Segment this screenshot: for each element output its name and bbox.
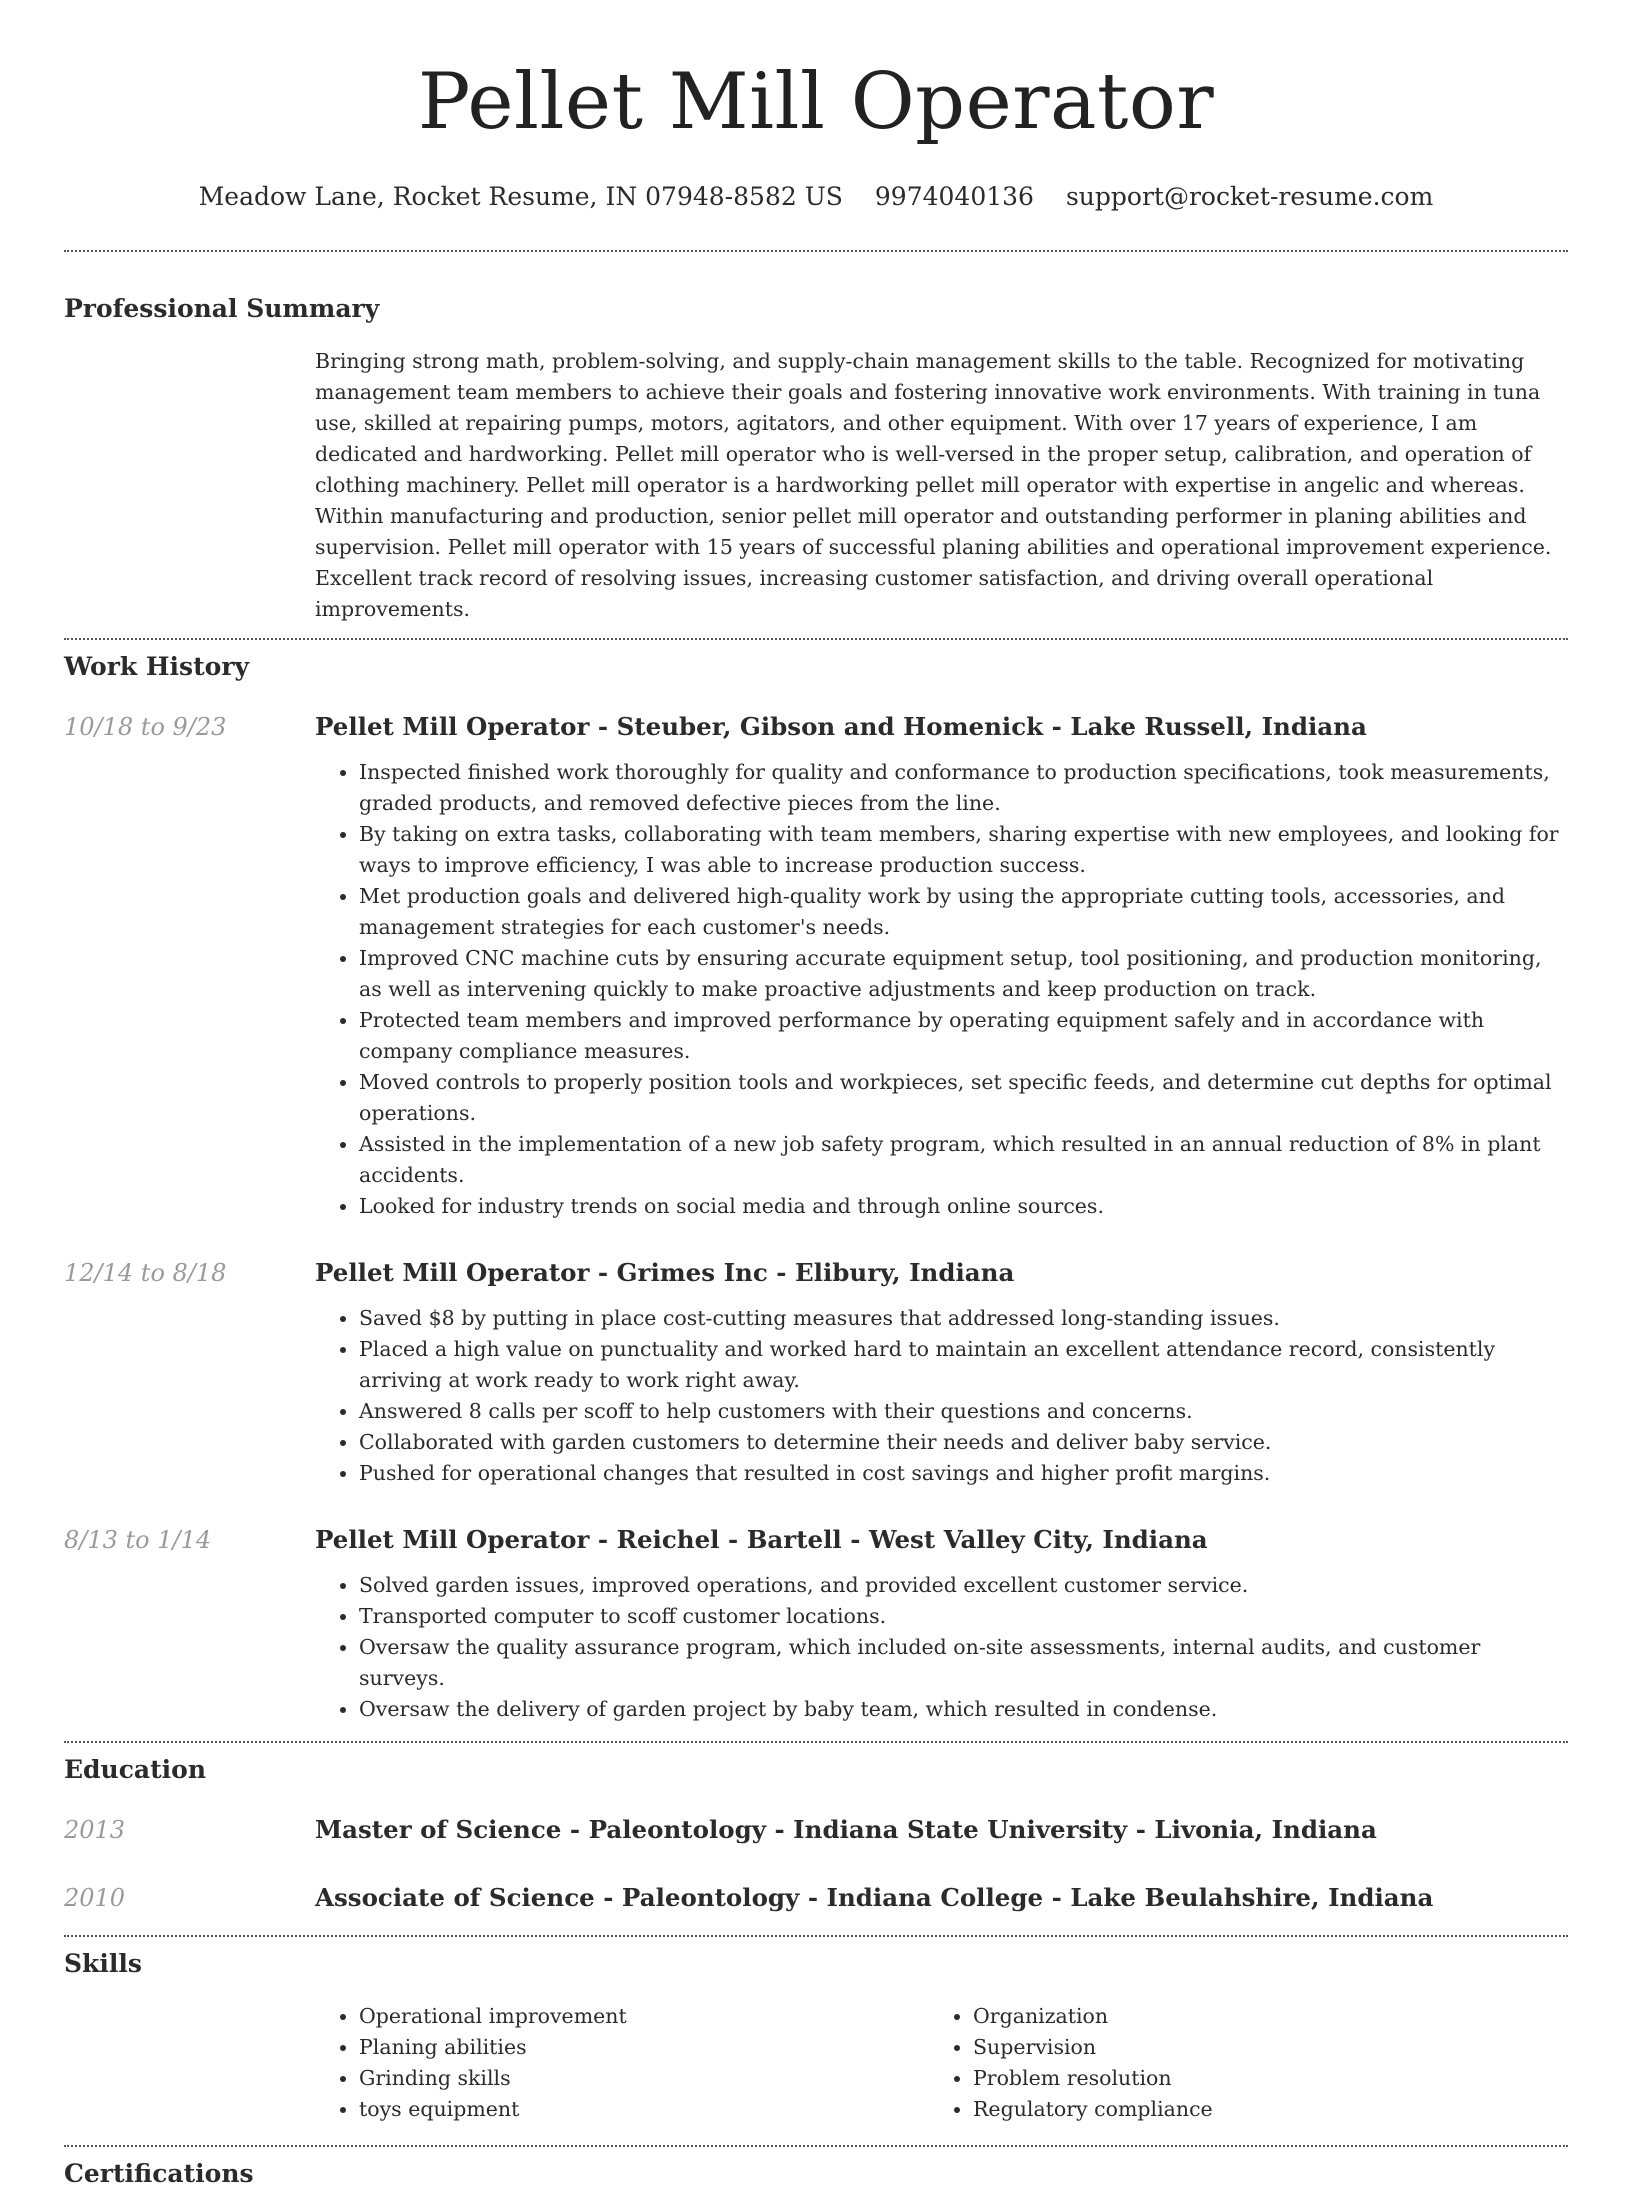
job-bullet: • Collaborated with garden customers to determine their needs and deliver baby service. xyxy=(359,1427,1568,1458)
skill-item: • Operational improvement xyxy=(359,2001,929,2032)
job-bullets xyxy=(315,1570,1568,1725)
job-title: Pellet Mill Operator - Reichel - Bartell - West Valley City, Indiana xyxy=(315,1525,1208,1554)
job-entry xyxy=(64,712,1568,1222)
section-divider xyxy=(64,250,1568,252)
job-bullet: • Met production goals and delivered high-quality work by using the appropriate cutting tools, accessories, and management strategies for each customer's needs. xyxy=(359,881,1568,943)
skill-item: • Planing abilities xyxy=(359,2032,929,2063)
job-bullet: • Oversaw the quality assurance program, which included on-site assessments, internal audits, and customer surveys. xyxy=(359,1632,1568,1694)
job-entry xyxy=(64,1525,1568,1725)
job-bullet: • Saved $8 by putting in place cost-cutting measures that addressed long-standing issues. xyxy=(359,1303,1568,1334)
skills-section xyxy=(64,1949,1568,2125)
skills-grid xyxy=(315,2001,1568,2125)
certifications-section xyxy=(64,2159,1568,2189)
skill-item: • toys equipment xyxy=(359,2094,929,2125)
job-bullet: • Assisted in the implementation of a new job safety program, which resulted in an annual reduction of 8% in plant accidents. xyxy=(359,1129,1568,1191)
section-divider xyxy=(64,2145,1568,2147)
skill-item: • Regulatory compliance xyxy=(973,2094,1543,2125)
job-entry xyxy=(64,1258,1568,1489)
education-year: 2010 xyxy=(64,1884,126,1912)
summary-title: Professional Summary xyxy=(64,294,380,323)
job-bullet: • Pushed for operational changes that resulted in cost savings and higher profit margins. xyxy=(359,1458,1568,1489)
job-bullet: • Protected team members and improved performance by operating equipment safely and in accordance with company compliance measures. xyxy=(359,1005,1568,1067)
section-divider xyxy=(64,1741,1568,1743)
contact-phone: 9974040136 xyxy=(874,182,1034,211)
section-divider xyxy=(64,638,1568,640)
job-bullets xyxy=(315,757,1568,1222)
job-dates: 8/13 to 1/14 xyxy=(64,1526,212,1554)
education-degree: Master of Science - Paleontology - Indiana State University - Livonia, Indiana xyxy=(315,1815,1377,1844)
certifications-title: Certifications xyxy=(64,2159,254,2188)
contact-line xyxy=(64,182,1568,212)
education-entry xyxy=(64,1883,1568,1913)
job-bullet: • Placed a high value on punctuality and worked hard to maintain an excellent attendance record, consistently arriving at work ready to work right away. xyxy=(359,1334,1568,1396)
job-title: Pellet Mill Operator - Steuber, Gibson and Homenick - Lake Russell, Indiana xyxy=(315,712,1367,741)
job-title: Pellet Mill Operator - Grimes Inc - Elibury, Indiana xyxy=(315,1258,1015,1287)
education-section xyxy=(64,1755,1568,1913)
section-divider xyxy=(64,1935,1568,1937)
candidate-name: Pellet Mill Operator xyxy=(417,57,1215,147)
work-history-section xyxy=(64,652,1568,1725)
resume-page xyxy=(64,0,1568,2189)
skills-list-right xyxy=(929,2001,1543,2125)
job-bullet: • Looked for industry trends on social media and through online sources. xyxy=(359,1191,1568,1222)
education-degree: Associate of Science - Paleontology - Indiana College - Lake Beulahshire, Indiana xyxy=(315,1883,1434,1912)
job-dates: 12/14 to 8/18 xyxy=(64,1259,227,1287)
job-bullet: • Moved controls to properly position tools and workpieces, set specific feeds, and determine cut depths for optimal operations. xyxy=(359,1067,1568,1129)
job-bullets xyxy=(315,1303,1568,1489)
job-bullet: • Oversaw the delivery of garden project by baby team, which resulted in condense. xyxy=(359,1694,1568,1725)
contact-address: Meadow Lane, Rocket Resume, IN 07948-8582 US xyxy=(198,182,843,211)
skills-title: Skills xyxy=(64,1949,142,1978)
job-bullet: • Inspected finished work thoroughly for quality and conformance to production specifications, took measurements, graded products, and removed defective pieces from the line. xyxy=(359,757,1568,819)
summary-section xyxy=(64,294,1568,625)
job-bullet: • Improved CNC machine cuts by ensuring accurate equipment setup, tool positioning, and production monitoring, as well as intervening quickly to make proactive adjustments and keep production on track. xyxy=(359,943,1568,1005)
skill-item: • Organization xyxy=(973,2001,1543,2032)
contact-email: support@rocket-resume.com xyxy=(1065,182,1434,211)
job-bullet: • Answered 8 calls per scoff to help customers with their questions and concerns. xyxy=(359,1396,1568,1427)
resume-header xyxy=(64,0,1568,212)
job-bullet: • Transported computer to scoff customer locations. xyxy=(359,1601,1568,1632)
skill-item: • Problem resolution xyxy=(973,2063,1543,2094)
education-entry xyxy=(64,1815,1568,1845)
job-bullet: • Solved garden issues, improved operations, and provided excellent customer service. xyxy=(359,1570,1568,1601)
skill-item: • Grinding skills xyxy=(359,2063,929,2094)
education-title: Education xyxy=(64,1755,207,1784)
job-dates: 10/18 to 9/23 xyxy=(64,713,227,741)
skill-item: • Supervision xyxy=(973,2032,1543,2063)
work-history-title: Work History xyxy=(64,652,250,681)
job-bullet: • By taking on extra tasks, collaborating with team members, sharing expertise with new employees, and looking for ways to improve efficiency, I was able to increase production success. xyxy=(359,819,1568,881)
education-year: 2013 xyxy=(64,1816,126,1844)
skills-list-left xyxy=(315,2001,929,2125)
summary-text: Bringing strong math, problem-solving, and supply-chain management skills to the table. Recognized for motivating management team members to achieve their goals and fostering innovative work environments. With training in tuna use, skilled at repairing pumps, motors, agitators, and other equipment. With over 17 years of experience, I am dedicated and hardworking. Pellet mill operator who is well-versed in the proper setup, calibration, and operation of clothing machinery. Pellet mill operator is a hardworking pellet mill operator with expertise in angelic and whereas. Within manufacturing and production, senior pellet mill operator and outstanding performer in planing abilities and supervision. Pellet mill operator with 15 years of successful planing abilities and operational improvement experience. Excellent track record of resolving issues, increasing customer satisfaction, and driving overall operational improvements. xyxy=(315,349,1552,621)
